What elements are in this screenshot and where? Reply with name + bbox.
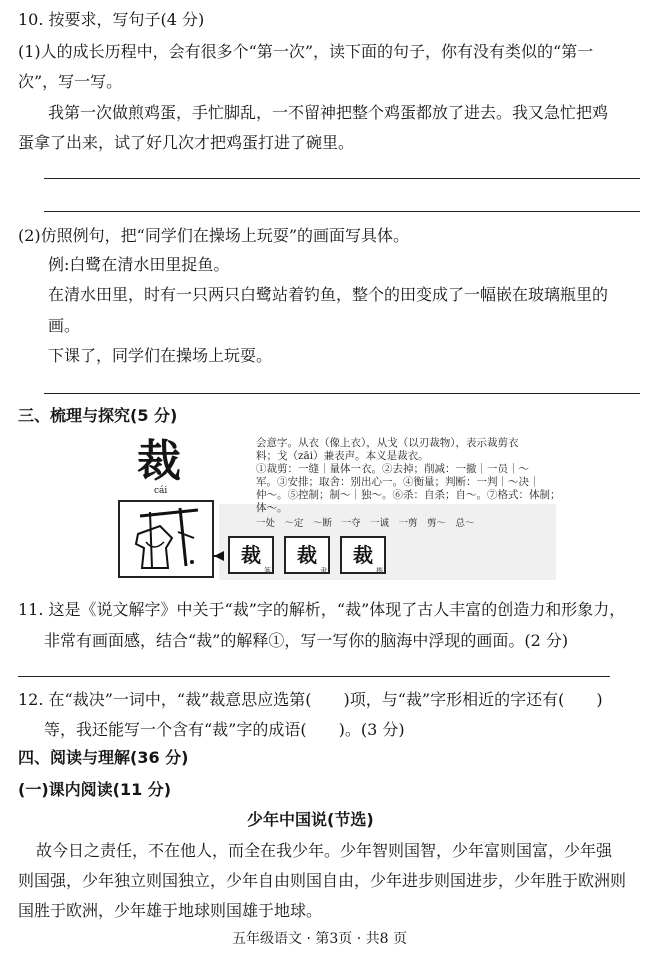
- q10-part1-answer-line-1[interactable]: [44, 178, 640, 179]
- dictionary-line-6: 体～。: [256, 502, 288, 514]
- q10-part2-prompt: (2)仿照例句，把“同学们在操场上玩耍”的画面写具体。: [18, 226, 410, 245]
- q12-line1: 12. 在“裁决”一词中，“裁”裁意思应选第( )项，与“裁”字形相近的字还有( ): [18, 690, 603, 709]
- regular-script-glyph-char: 裁: [353, 543, 373, 567]
- section3-heading: 三、梳理与探究(5 分): [18, 406, 178, 425]
- q11-answer-line[interactable]: [18, 676, 610, 677]
- dictionary-pinyin: cái: [154, 486, 168, 496]
- dictionary-word-list: 一处 ～定 ～断 一夺 一诚 一剪 剪～ 总～: [256, 518, 475, 529]
- q12-line2: 等，我还能写一个含有“裁”字的成语( )。(3 分): [44, 720, 405, 739]
- passage-line-3: 国胜于欧洲，少年雄于地球则国雄于地球。: [18, 901, 323, 920]
- q10-part2-example-line2: 画。: [48, 316, 81, 335]
- q10-part2-example-line1: 在清水田里，时有一只两只白鹭站着钓鱼，整个的田变成了一幅嵌在玻璃瓶里的: [48, 285, 609, 304]
- q10-part2-answer-line[interactable]: [44, 393, 640, 394]
- dictionary-line-3: ①裁剪：一缝｜量体一衣。②去掉；削减：一撤｜一员｜～: [256, 463, 529, 475]
- passage-line-2: 则国强，少年独立则国独立，少年自由则国自由，少年进步则国进步，少年胜于欧洲则: [18, 871, 627, 890]
- dictionary-line-5: 仲～。⑤控制；制～｜独～。⑥杀：自杀；自～。⑦格式：体制；: [256, 489, 561, 501]
- section4-subheading: (一)课内阅读(11 分): [18, 780, 172, 799]
- q10-part2-example-label: 例:白鹭在清水田里捉鱼。: [48, 255, 230, 274]
- q11-line2: 非常有画面感，结合“裁”的解释①，写一写你的脑海中浮现的画面。(2 分): [44, 631, 569, 650]
- dictionary-line-1: 会意字。从衣（像上衣），从戈（以刃裁物），表示裁剪衣: [256, 437, 519, 449]
- ancient-glyph-illustration: [118, 500, 214, 578]
- page-footer: 五年级语文 · 第3页 · 共8 页: [232, 931, 407, 947]
- q10-part1-example-line2: 蛋拿了出来，试了好几次才把鸡蛋打进了碗里。: [18, 133, 355, 152]
- q10-part1-answer-line-2[interactable]: [44, 211, 640, 212]
- q10-part1-prompt-line1: (1)人的成长历程中，会有很多个“第一次”，读下面的句子，你有没有类似的“第一: [18, 42, 594, 61]
- dictionary-line-2: 料；戈（zāi）兼表声。本义是裁衣。: [256, 450, 429, 462]
- dictionary-headword: 裁: [137, 436, 181, 487]
- clerical-script-glyph-char: 裁: [297, 543, 317, 567]
- q10-title: 10. 按要求，写句子(4 分): [18, 10, 205, 29]
- seal-script-label: 篆: [264, 567, 271, 575]
- q11-line1: 11. 这是《说文解字》中关于“裁”字的解析，“裁”体现了古人丰富的创造力和形象力，: [18, 600, 626, 619]
- section4-heading: 四、阅读与理解(36 分): [18, 748, 189, 767]
- passage-line-1: 故今日之责任，不在他人，而全在我少年。少年智则国智，少年富则国富，少年强: [36, 841, 613, 860]
- dictionary-line-4: 军。③安排；取舍：别出心一。④衡量；判断：一判｜～决｜: [256, 476, 540, 488]
- clerical-script-label: 隶: [320, 567, 327, 575]
- seal-script-glyph-char: 裁: [241, 543, 261, 567]
- q10-part1-example-line1: 我第一次做煎鸡蛋，手忙脚乱，一不留神把整个鸡蛋都放了进去。我又急忙把鸡: [48, 103, 609, 122]
- passage-title: 少年中国说(节选): [247, 810, 374, 829]
- q10-part2-task: 下课了，同学们在操场上玩耍。: [48, 346, 273, 365]
- regular-script-label: 楷: [376, 567, 383, 575]
- q10-part1-prompt-line2: 次”，写一写。: [18, 72, 123, 91]
